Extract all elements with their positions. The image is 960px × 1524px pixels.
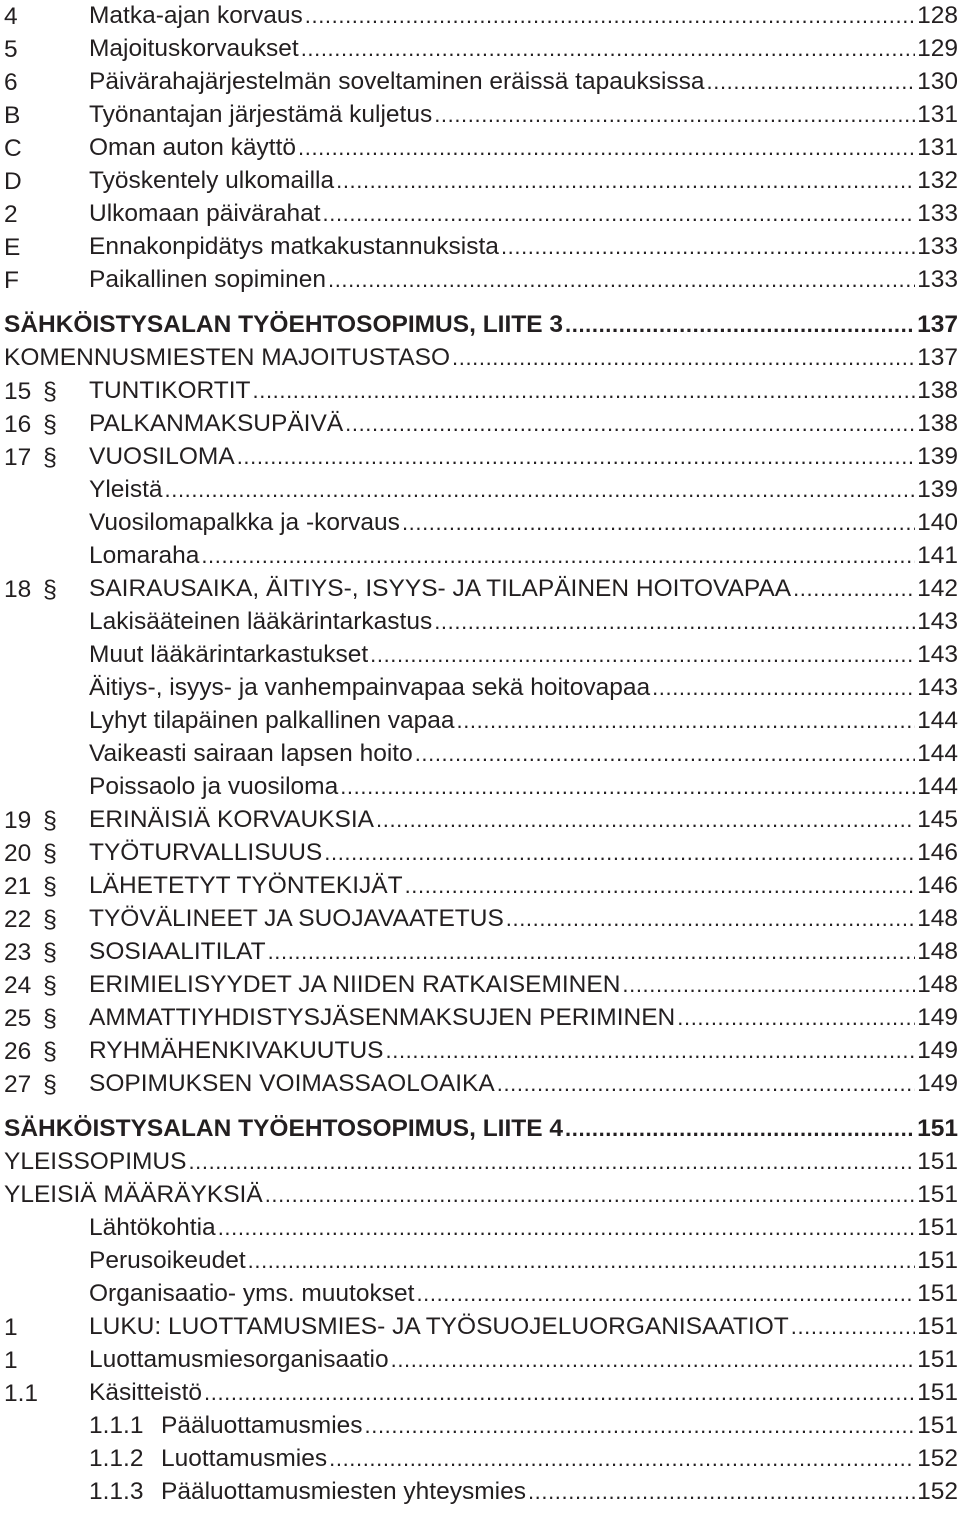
toc-entry-page: 151 [917, 1148, 958, 1176]
toc-entry[interactable] [0, 1113, 958, 1146]
toc-entry[interactable] [0, 99, 958, 132]
toc-entry-title: Ennakonpidätys matkakustannuksista [89, 233, 499, 261]
toc-entry-title: Majoituskorvaukset [89, 35, 299, 63]
toc-entry-page: 151 [917, 1313, 958, 1341]
toc-entry-page: 145 [917, 806, 958, 834]
section-sign-icon: § [43, 872, 57, 900]
dot-leader [432, 606, 915, 639]
toc-entry-title: Lähtökohtia [89, 1214, 216, 1242]
toc-entry[interactable] [0, 231, 958, 264]
toc-entry-page: 144 [917, 773, 958, 801]
toc-entry-title: Organisaatio- yms. muutokset [89, 1280, 415, 1308]
toc-entry-number: 1 [4, 1346, 18, 1374]
dot-leader [526, 1476, 915, 1509]
toc-entry[interactable] [0, 606, 958, 639]
toc-entry-page: 131 [917, 134, 958, 162]
dot-leader [321, 198, 916, 231]
toc-entry-title: SÄHKÖISTYSALAN TYÖEHTOSOPIMUS, LIITE 4 [4, 1115, 564, 1143]
toc-entry-page: 149 [917, 1037, 958, 1065]
toc-entry[interactable] [0, 837, 958, 870]
toc-entry-page: 151 [917, 1412, 958, 1440]
toc-entry[interactable] [0, 870, 958, 903]
toc-entry[interactable] [0, 1476, 958, 1509]
toc-entry-title: Pääluottamusmiesten yhteysmies [161, 1478, 526, 1506]
section-sign-icon: § [43, 905, 57, 933]
toc-entry-title: Oman auton käyttö [89, 134, 297, 162]
toc-entry-number: 22 [4, 905, 32, 933]
toc-entry-title: Matka-ajan korvaus [89, 2, 303, 30]
dot-leader [368, 639, 915, 672]
toc-entry-number: 15 [4, 377, 32, 405]
dot-leader [620, 969, 915, 1002]
toc-entry-title: Päivärahajärjestelmän soveltaminen eräissä tapauksissa [89, 68, 705, 96]
toc-entry-page: 151 [917, 1379, 958, 1407]
toc-entry-number: 4 [4, 2, 18, 30]
toc-entry-number: 20 [4, 839, 32, 867]
toc-entry[interactable] [0, 1146, 958, 1179]
toc-entry-title: TYÖVÄLINEET JA SUOJAVAATETUS [89, 905, 504, 933]
section-sign-icon: § [43, 1070, 57, 1098]
toc-entry-title: LUKU: LUOTTAMUSMIES- JA TYÖSUOJELUORGANISAATIOT [89, 1313, 789, 1341]
toc-entry[interactable] [0, 1245, 958, 1278]
toc-entry-title: YLEISIÄ MÄÄRÄYKSIÄ [4, 1181, 263, 1209]
dot-leader [235, 441, 915, 474]
toc-entry-title: Poissaolo ja vuosiloma [89, 773, 339, 801]
dot-leader [413, 738, 915, 771]
dot-leader [432, 99, 915, 132]
toc-entry-title: RYHMÄHENKIVAKUUTUS [89, 1037, 384, 1065]
toc-entry-number: D [4, 167, 22, 195]
toc-entry-page: 132 [917, 167, 958, 195]
toc-entry-title: SOSIAALITILAT [89, 938, 266, 966]
toc-entry-page: 151 [917, 1214, 958, 1242]
section-sign-icon: § [43, 377, 57, 405]
dot-leader [202, 1377, 915, 1410]
dot-leader [400, 507, 915, 540]
toc-entry-page: 140 [917, 509, 958, 537]
section-sign-icon: § [43, 938, 57, 966]
toc-entry-title: TYÖTURVALLISUUS [89, 839, 323, 867]
dot-leader [563, 309, 915, 342]
toc-entry[interactable] [0, 1212, 958, 1245]
toc-entry[interactable] [0, 705, 958, 738]
toc-entry[interactable] [0, 1311, 958, 1344]
section-sign-icon: § [43, 971, 57, 999]
section-sign-icon: § [43, 410, 57, 438]
toc-entry[interactable] [0, 1410, 958, 1443]
dot-leader [251, 375, 916, 408]
toc-entry-title: Muut lääkärintarkastukset [89, 641, 369, 669]
toc-entry-title: LÄHETETYT TYÖNTEKIJÄT [89, 872, 403, 900]
toc-entry-page: 144 [917, 707, 958, 735]
toc-entry[interactable] [0, 1068, 958, 1101]
toc-entry-title: Lomaraha [89, 542, 200, 570]
toc-entry[interactable] [0, 804, 958, 837]
toc-entry-page: 152 [917, 1478, 958, 1506]
toc-entry-page: 151 [917, 1346, 958, 1374]
dot-leader [327, 1443, 915, 1476]
toc-entry-title: Paikallinen sopiminen [89, 266, 326, 294]
dot-leader [499, 231, 915, 264]
dot-leader [299, 33, 915, 66]
toc-entry-number: 27 [4, 1070, 32, 1098]
toc-entry-title: ERINÄISIÄ KORVAUKSIA [89, 806, 375, 834]
toc-entry-number: 17 [4, 443, 32, 471]
dot-leader [363, 1410, 916, 1443]
dot-leader [186, 1146, 915, 1179]
toc-entry-number: 26 [4, 1037, 32, 1065]
toc-entry-title: Lakisääteinen lääkärintarkastus [89, 608, 433, 636]
toc-entry-title: Yleistä [89, 476, 163, 504]
toc-entry-page: 138 [917, 410, 958, 438]
toc-entry-page: 130 [917, 68, 958, 96]
toc-entry-number: E [4, 233, 21, 261]
toc-entry-title: Vaikeasti sairaan lapsen hoito [89, 740, 413, 768]
dot-leader [199, 540, 915, 573]
toc-entry-number: 21 [4, 872, 32, 900]
toc-entry-title: KOMENNUSMIESTEN MAJOITUSTASO [4, 344, 451, 372]
toc-entry-page: 137 [917, 311, 958, 339]
toc-entry-page: 137 [917, 344, 958, 372]
toc-entry[interactable] [0, 672, 958, 705]
toc-entry-page: 138 [917, 377, 958, 405]
toc-entry-page: 151 [917, 1181, 958, 1209]
toc-entry[interactable] [0, 1344, 958, 1377]
toc-entry-page: 143 [917, 608, 958, 636]
dot-leader [389, 1344, 915, 1377]
toc-entry[interactable] [0, 1278, 958, 1311]
toc-entry-page: 142 [917, 575, 958, 603]
toc-entry[interactable] [0, 441, 958, 474]
toc-entry[interactable] [0, 738, 958, 771]
toc-entry-title: Luottamusmies [161, 1445, 328, 1473]
dot-leader [296, 132, 915, 165]
toc-entry-number: 5 [4, 35, 18, 63]
toc-entry-title: Luottamusmiesorganisaatio [89, 1346, 389, 1374]
dot-leader [455, 705, 916, 738]
toc-entry-title: SÄHKÖISTYSALAN TYÖEHTOSOPIMUS, LIITE 3 [4, 311, 564, 339]
toc-entry-page: 146 [917, 872, 958, 900]
toc-entry-page: 152 [917, 1445, 958, 1473]
toc-entry-page: 129 [917, 35, 958, 63]
dot-leader [791, 573, 915, 606]
toc-entry[interactable] [0, 198, 958, 231]
toc-entry-page: 148 [917, 905, 958, 933]
toc-entry-title: Äitiys-, isyys- ja vanhempainvapaa sekä hoitovapaa [89, 674, 651, 702]
toc-entry-number: 25 [4, 1004, 32, 1032]
toc-entry-number: 19 [4, 806, 32, 834]
toc-entry-number: 1 [4, 1313, 18, 1341]
toc-entry-subnumber: 1.1.3 [89, 1478, 144, 1506]
dot-leader [403, 870, 916, 903]
dot-leader [675, 1002, 915, 1035]
dot-leader [495, 1068, 915, 1101]
toc-entry-number: 6 [4, 68, 18, 96]
dot-leader [326, 264, 915, 297]
toc-entry[interactable] [0, 309, 958, 342]
toc-entry-number: B [4, 101, 21, 129]
toc-entry-page: 151 [917, 1280, 958, 1308]
toc-entry[interactable] [0, 132, 958, 165]
toc-entry[interactable] [0, 1035, 958, 1068]
toc-entry-number: 16 [4, 410, 32, 438]
dot-leader [789, 1311, 915, 1344]
toc-entry-page: 149 [917, 1070, 958, 1098]
toc-entry-page: 148 [917, 971, 958, 999]
toc-entry-title: Työskentely ulkomailla [89, 167, 335, 195]
dot-leader [338, 771, 915, 804]
toc-entry[interactable] [0, 969, 958, 1002]
toc-entry[interactable] [0, 342, 958, 375]
toc-entry[interactable] [0, 771, 958, 804]
toc-entry-title: PALKANMAKSUPÄIVÄ [89, 410, 344, 438]
dot-leader [374, 804, 915, 837]
dot-leader [266, 936, 916, 969]
toc-entry-number: 18 [4, 575, 32, 603]
toc-entry-page: 133 [917, 266, 958, 294]
toc-entry-page: 133 [917, 233, 958, 261]
dot-leader [322, 837, 915, 870]
toc-entry[interactable] [0, 33, 958, 66]
toc-entry[interactable] [0, 408, 958, 441]
section-sign-icon: § [43, 575, 57, 603]
toc-entry-page: 151 [917, 1115, 958, 1143]
toc-entry[interactable] [0, 1179, 958, 1212]
toc-entry-title: YLEISSOPIMUS [4, 1148, 187, 1176]
toc-entry-number: F [4, 266, 19, 294]
dot-leader [414, 1278, 915, 1311]
section-sign-icon: § [43, 1037, 57, 1065]
toc-entry-page: 143 [917, 641, 958, 669]
toc-entry[interactable] [0, 0, 958, 33]
toc-entry[interactable] [0, 474, 958, 507]
toc-entry-title: Perusoikeudet [89, 1247, 246, 1275]
toc-entry[interactable] [0, 66, 958, 99]
toc-entry-title: Ulkomaan päivärahat [89, 200, 321, 228]
toc-entry-page: 141 [917, 542, 958, 570]
toc-entry[interactable] [0, 507, 958, 540]
dot-leader [705, 66, 916, 99]
dot-leader [450, 342, 915, 375]
toc-entry-number: 23 [4, 938, 32, 966]
toc-entry-title: SOPIMUKSEN VOIMASSAOLOAIKA [89, 1070, 495, 1098]
toc-entry-title: ERIMIELISYYDET JA NIIDEN RATKAISEMINEN [89, 971, 621, 999]
toc-entry-number: 24 [4, 971, 32, 999]
toc-entry[interactable] [0, 903, 958, 936]
toc-entry-title: AMMATTIYHDISTYSJÄSENMAKSUJEN PERIMINEN [89, 1004, 676, 1032]
toc-entry[interactable] [0, 1377, 958, 1410]
section-sign-icon: § [43, 443, 57, 471]
toc-entry-title: Pääluottamusmies [161, 1412, 363, 1440]
section-sign-icon: § [43, 839, 57, 867]
toc-entry-number: C [4, 134, 22, 162]
toc-entry[interactable] [0, 936, 958, 969]
toc-entry-subnumber: 1.1.1 [89, 1412, 144, 1440]
toc-entry[interactable] [0, 573, 958, 606]
toc-entry-title: SAIRAUSAIKA, ÄITIYS-, ISYYS- JA TILAPÄINEN HOITOVAPAA [89, 575, 792, 603]
dot-leader [216, 1212, 915, 1245]
dot-leader [334, 165, 915, 198]
toc-entry-subnumber: 1.1.2 [89, 1445, 144, 1473]
toc-entry-page: 139 [917, 443, 958, 471]
toc-entry-title: Käsitteistö [89, 1379, 203, 1407]
dot-leader [650, 672, 915, 705]
toc-entry-page: 139 [917, 476, 958, 504]
dot-leader [246, 1245, 915, 1278]
toc-entry[interactable] [0, 1443, 958, 1476]
toc-entry-title: Vuosilomapalkka ja -korvaus [89, 509, 400, 537]
toc-entry[interactable] [0, 165, 958, 198]
toc-entry[interactable] [0, 639, 958, 672]
toc-entry-page: 144 [917, 740, 958, 768]
dot-leader [303, 0, 915, 33]
dot-leader [563, 1113, 915, 1146]
section-sign-icon: § [43, 1004, 57, 1032]
dot-leader [504, 903, 915, 936]
dot-leader [343, 408, 915, 441]
toc-entry[interactable] [0, 540, 958, 573]
dot-leader [163, 474, 916, 507]
toc-entry-page: 151 [917, 1247, 958, 1275]
toc-entry-page: 128 [917, 2, 958, 30]
toc-entry-page: 133 [917, 200, 958, 228]
toc-entry[interactable] [0, 264, 958, 297]
toc-entry-page: 143 [917, 674, 958, 702]
toc-entry[interactable] [0, 375, 958, 408]
toc-entry-page: 148 [917, 938, 958, 966]
toc-entry-title: Lyhyt tilapäinen palkallinen vapaa [89, 707, 455, 735]
toc-entry-page: 146 [917, 839, 958, 867]
section-sign-icon: § [43, 806, 57, 834]
toc-entry-page: 131 [917, 101, 958, 129]
toc-entry-title: Työnantajan järjestämä kuljetus [89, 101, 433, 129]
toc-entry[interactable] [0, 1002, 958, 1035]
toc-entry-title: TUNTIKORTIT [89, 377, 251, 405]
toc-entry-number: 1.1 [4, 1379, 39, 1407]
toc-entry-title: VUOSILOMA [89, 443, 235, 471]
dot-leader [263, 1179, 915, 1212]
toc-entry-page: 149 [917, 1004, 958, 1032]
toc-entry-number: 2 [4, 200, 18, 228]
dot-leader [384, 1035, 916, 1068]
